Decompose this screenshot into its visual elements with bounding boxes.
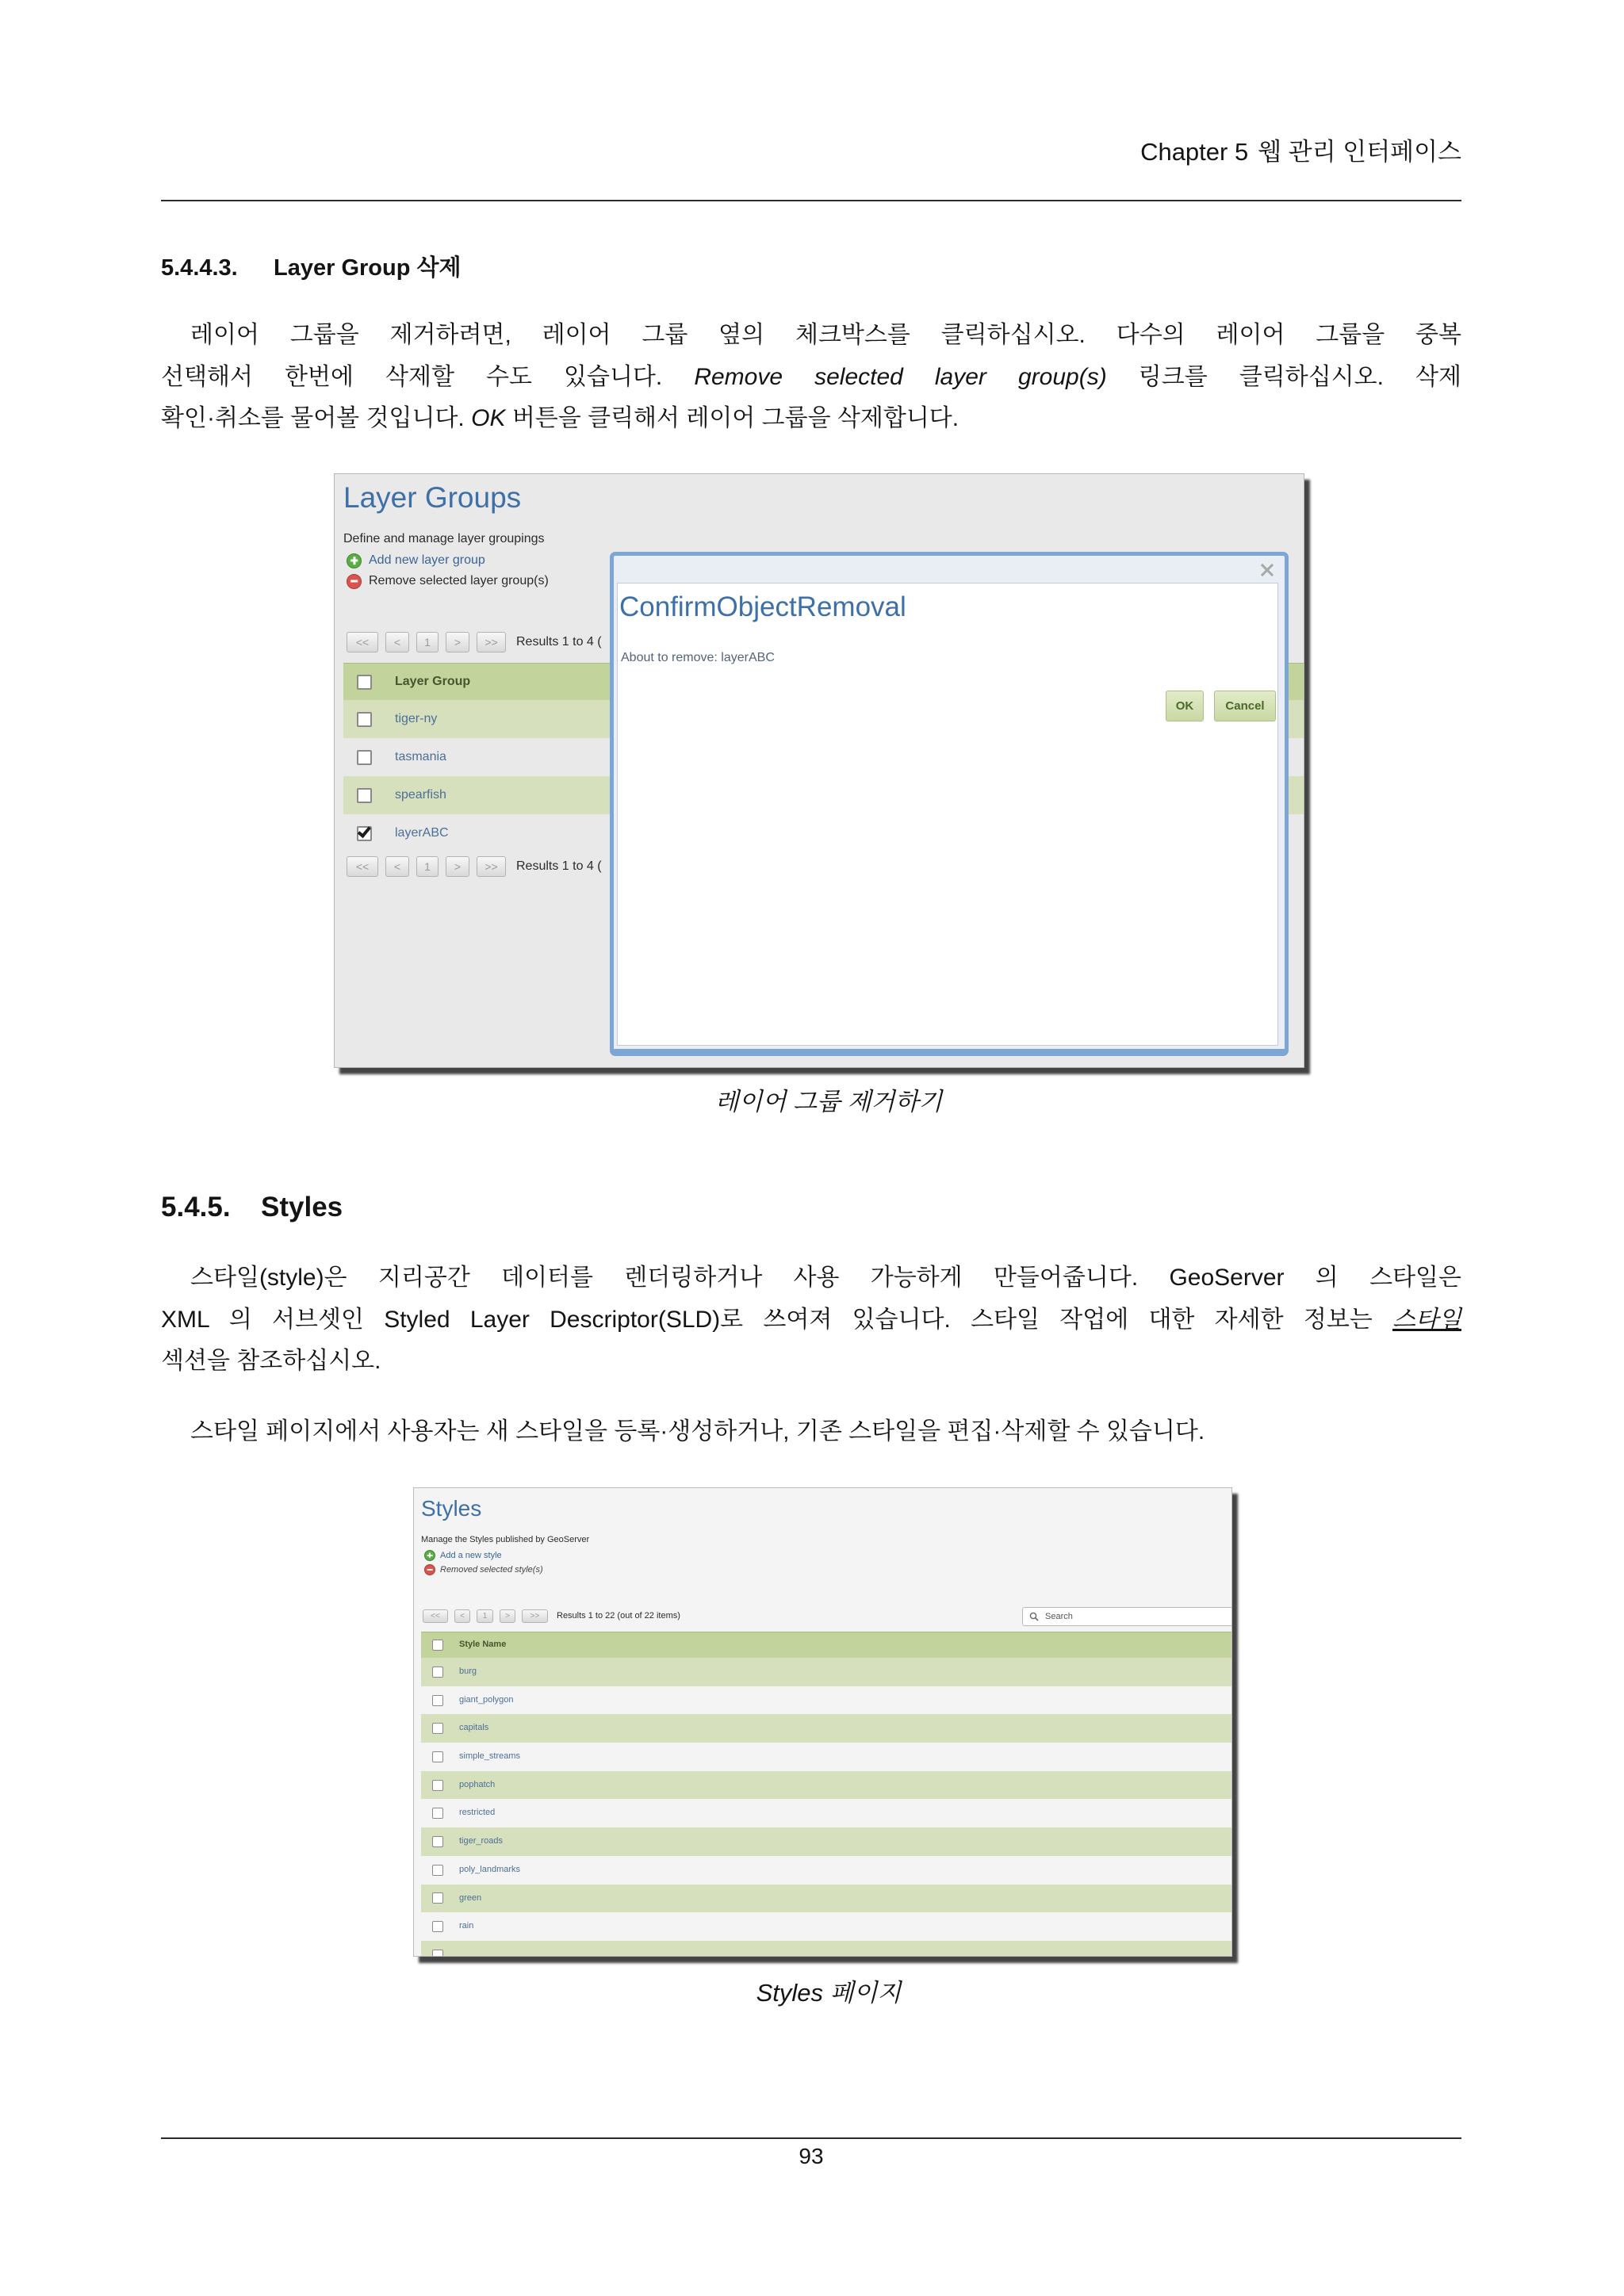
pager-page-button[interactable]: 1	[416, 632, 439, 652]
paragraph-layer-group-delete	[161, 315, 1461, 440]
figure-caption: 레이어 그룹 제거하기	[714, 1088, 943, 1115]
table-row	[421, 1714, 1231, 1743]
pager-last-button[interactable]: >>	[522, 1609, 548, 1623]
text-span: 선택해서 한번에 삭제할 수도 있습니다.	[161, 363, 663, 390]
style-link[interactable]: restricted	[459, 1808, 496, 1818]
dialog-content	[617, 583, 1278, 1046]
styles-screenshot	[413, 1487, 1232, 1957]
paragraph-line	[161, 357, 1461, 399]
layer-group-link[interactable]: layerABC	[395, 826, 449, 840]
row-checkbox[interactable]	[357, 826, 372, 841]
styles-table	[421, 1632, 1231, 1957]
confirm-removal-dialog	[610, 552, 1289, 1056]
ok-button[interactable]: OK	[1166, 691, 1204, 721]
pager-next-button[interactable]: >	[446, 856, 469, 877]
text-span: 스타일 페이지에서 사용자는 새 스타일을 등록·생성하거나, 기존 스타일을 편집·삭제할 수 있습니다.	[190, 1418, 1205, 1445]
italic-term-remove-selected: Remove selected layer group(s)	[694, 363, 1107, 390]
style-link[interactable]: burg	[459, 1667, 477, 1676]
row-checkbox[interactable]	[432, 1950, 443, 1957]
pager-top	[347, 631, 602, 652]
remove-style-label: Removed selected style(s)	[440, 1564, 543, 1575]
layer-group-link[interactable]: tiger-ny	[395, 712, 438, 725]
add-layer-group-link[interactable]	[347, 552, 485, 569]
row-checkbox[interactable]	[357, 750, 372, 765]
table-row	[421, 1856, 1231, 1885]
header-rule	[161, 200, 1461, 201]
table-row	[421, 1799, 1231, 1827]
search-placeholder: Search	[1045, 1612, 1073, 1621]
add-style-link[interactable]	[424, 1549, 502, 1561]
row-checkbox[interactable]	[432, 1695, 443, 1706]
pager-first-button[interactable]: <<	[423, 1609, 448, 1623]
add-layer-group-label: Add new layer group	[369, 553, 485, 567]
row-checkbox[interactable]	[432, 1780, 443, 1791]
select-all-checkbox[interactable]	[357, 675, 372, 690]
layer-group-link[interactable]: spearfish	[395, 788, 446, 802]
remove-style-link[interactable]	[424, 1563, 543, 1575]
text-span: XML 의 서브셋인 Styled Layer Descriptor(SLD)로 쓰여져 있습니다. 스타일 작업에 대한 자세한 정보는	[161, 1306, 1373, 1333]
layer-groups-screenshot	[334, 473, 1304, 1068]
layer-group-link[interactable]: tasmania	[395, 750, 446, 763]
paragraph-styles-page	[161, 1411, 1461, 1453]
close-icon[interactable]	[1259, 562, 1275, 578]
row-checkbox[interactable]	[357, 788, 372, 803]
search-input[interactable]	[1022, 1607, 1232, 1626]
text-span: 스타일(style)은 지리공간 데이터를 렌더링하거나 사용 가능하게 만들어줍니다. GeoServer 의 스타일은	[190, 1265, 1461, 1291]
section-heading-styles	[161, 1189, 343, 1226]
table-row	[421, 1771, 1231, 1800]
text-span: 레이어 그룹을 제거하려면, 레이어 그룹 옆의 체크박스를 클릭하십시오. 다수의 레이어 그룹을 중복	[190, 322, 1461, 348]
italic-term-ok: OK	[471, 405, 506, 431]
style-link[interactable]: simple_streams	[459, 1751, 521, 1762]
page-number: 93	[799, 2144, 824, 2168]
pager-results: Results 1 to 4 (	[516, 859, 602, 873]
text-span: 버튼을 클릭해서 레이어 그룹을 삭제합니다.	[511, 405, 959, 431]
column-header-style-name[interactable]: Style Name	[459, 1640, 507, 1649]
pager-first-button[interactable]: <<	[347, 632, 378, 652]
row-checkbox[interactable]	[432, 1836, 443, 1847]
column-header-layer-group[interactable]: Layer Group	[395, 675, 471, 688]
paragraph-line	[161, 315, 1461, 357]
chapter-label: Chapter 5	[1140, 138, 1249, 166]
pager-prev-button[interactable]: <	[385, 856, 409, 877]
section-number: 5.4.5.	[161, 1192, 231, 1223]
row-checkbox[interactable]	[432, 1667, 443, 1678]
row-checkbox[interactable]	[432, 1723, 443, 1734]
table-header	[421, 1632, 1231, 1658]
table-row	[421, 1658, 1231, 1686]
paragraph-line	[161, 398, 1461, 440]
section-title: Styles	[261, 1192, 343, 1223]
pager-next-button[interactable]: >	[446, 632, 469, 652]
remove-layer-group-link[interactable]	[347, 572, 549, 590]
running-header	[161, 135, 1461, 170]
row-checkbox[interactable]	[432, 1865, 443, 1876]
paragraph-line	[161, 1299, 1461, 1341]
section-number: 5.4.4.3.	[161, 255, 238, 281]
plus-circle-icon	[347, 553, 362, 568]
table-row	[421, 1743, 1231, 1771]
style-link[interactable]: capitals	[459, 1723, 489, 1733]
style-link[interactable]: poly_landmarks	[459, 1864, 521, 1874]
dialog-message: About to remove: layerABC	[621, 651, 775, 664]
plus-circle-icon	[424, 1550, 435, 1561]
table-row	[421, 1827, 1231, 1856]
paragraph-line	[161, 1257, 1461, 1299]
table-row-partial	[421, 1941, 1231, 1957]
style-link[interactable]: rain	[459, 1921, 474, 1931]
footer-rule	[161, 2137, 1461, 2139]
style-link[interactable]: tiger_roads	[459, 1836, 504, 1846]
style-link[interactable]: giant_polygon	[459, 1694, 514, 1705]
pager-prev-button[interactable]: <	[385, 632, 409, 652]
layer-groups-title: Layer Groups	[343, 481, 522, 514]
paragraph-line	[161, 1411, 1461, 1453]
search-icon	[1029, 1612, 1039, 1621]
layer-groups-description: Define and manage layer groupings	[343, 532, 545, 545]
styles-section-link[interactable]: 스타일	[1392, 1306, 1461, 1333]
styles-title: Styles	[421, 1496, 482, 1521]
text-span: 섹션을 참조하십시오.	[161, 1348, 381, 1374]
section-title: Layer Group 삭제	[274, 255, 462, 281]
pager-top	[423, 1609, 680, 1623]
row-checkbox[interactable]	[432, 1892, 443, 1904]
row-checkbox[interactable]	[432, 1808, 443, 1819]
table-row	[421, 1912, 1231, 1941]
pager-bottom	[347, 855, 602, 877]
pager-last-button[interactable]: >>	[477, 632, 506, 652]
minus-circle-icon	[347, 574, 362, 589]
paragraph-line	[161, 1341, 1461, 1383]
text-span: 확인·취소를 물어볼 것입니다.	[161, 405, 465, 431]
table-row	[421, 1885, 1231, 1913]
chapter-title: 웹 관리 인터페이스	[1258, 138, 1461, 166]
row-checkbox[interactable]	[432, 1751, 443, 1762]
style-link[interactable]: pophatch	[459, 1779, 496, 1789]
section-heading-layer-group-delete	[161, 253, 462, 283]
text-span: 링크를 클릭하십시오. 삭제	[1138, 363, 1461, 390]
pager-next-button[interactable]: >	[500, 1609, 515, 1623]
remove-layer-group-label: Remove selected layer group(s)	[369, 574, 549, 587]
row-checkbox[interactable]	[432, 1921, 443, 1932]
minus-circle-icon	[424, 1564, 435, 1575]
select-all-checkbox[interactable]	[432, 1640, 443, 1651]
pager-results: Results 1 to 22 (out of 22 items)	[557, 1611, 680, 1621]
pager-prev-button[interactable]: <	[454, 1609, 470, 1623]
pager-page-button[interactable]: 1	[477, 1609, 493, 1623]
styles-description: Manage the Styles published by GeoServer	[421, 1535, 590, 1544]
style-link[interactable]: green	[459, 1892, 482, 1903]
table-row	[421, 1686, 1231, 1715]
cancel-button[interactable]: Cancel	[1214, 691, 1276, 721]
pager-page-button[interactable]: 1	[416, 856, 439, 877]
pager-last-button[interactable]: >>	[477, 856, 506, 877]
figure-caption: Styles 페이지	[756, 1979, 902, 2007]
dialog-title: ConfirmObjectRemoval	[619, 591, 906, 622]
paragraph-styles-intro	[161, 1257, 1461, 1383]
pager-first-button[interactable]: <<	[347, 856, 378, 877]
row-checkbox[interactable]	[357, 712, 372, 727]
add-style-label: Add a new style	[440, 1550, 502, 1560]
pager-results: Results 1 to 4 (	[516, 634, 602, 649]
